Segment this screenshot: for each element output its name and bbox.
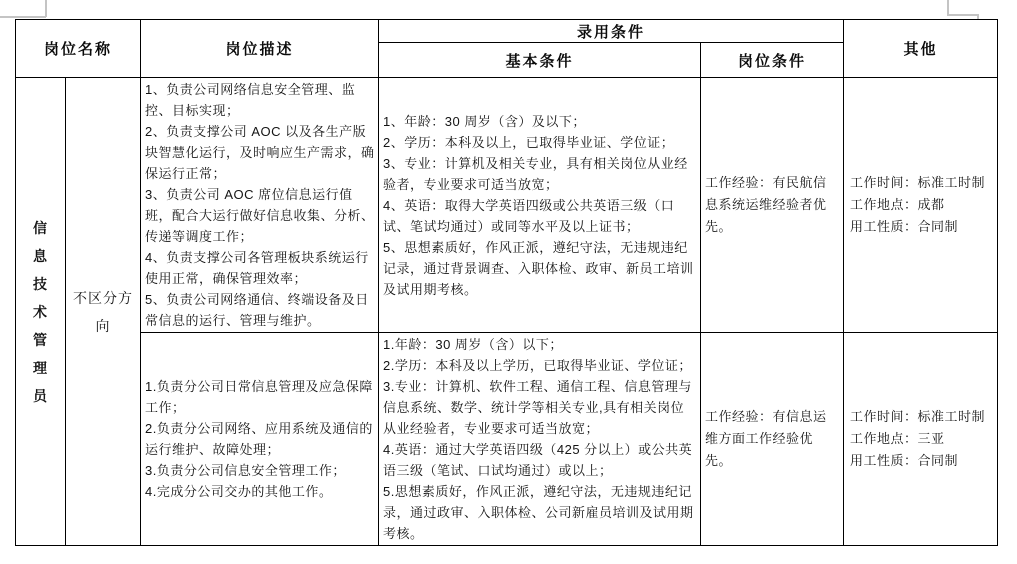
header-other: 其他 [844,20,998,78]
cell-job-name: 信息技术管理员 [16,78,66,546]
gridline-fragment-top-left-vertical [45,0,47,17]
cell-other-row2 [844,333,998,546]
description-line: 4.完成分公司交办的其他工作。 [145,484,333,499]
gridline-fragment-top-right-horizontal [947,14,978,16]
position-condition-text: 工作经验：有民航信息系统运维经验者优先。 [705,175,827,234]
basic-condition-line: 5、思想素质好，作风正派，遵纪守法，无违规违纪记录，通过背景调查、入职体检、政审、新员工培训及试用期考核。 [383,239,694,297]
header-hiring-conditions: 录用条件 [379,20,844,43]
other-line: 工作地点：成都 [850,197,945,212]
basic-condition-line: 4.英语：通过大学英语四级（425 分以上）或公共英语三级（笔试、口试均通过）或以上； [383,442,693,478]
header-position-conditions: 岗位条件 [701,43,844,78]
cell-other-row1 [844,78,998,333]
cell-position-conditions-row2 [701,333,844,546]
cell-basic-conditions-row2 [379,333,701,546]
description-line: 1.负责分公司日常信息管理及应急保障工作； [145,379,373,415]
description-line: 1、负责公司网络信息安全管理、监控、目标实现； [145,82,356,118]
description-line: 4、负责支撑公司各管理板块系统运行使用正常，确保管理效率； [145,250,369,286]
position-condition-text: 工作经验：有信息运维方面工作经验优先。 [705,409,827,468]
other-line: 工作地点：三亚 [850,431,945,446]
description-line: 2.负责分公司网络、应用系统及通信的运行维护、故障处理； [145,421,373,457]
gridline-fragment-top-right-vertical [947,0,949,15]
basic-condition-line: 1、年龄：30 周岁（含）及以下； [383,113,586,129]
gridline-fragment-top-left-horizontal [0,16,46,18]
cell-position-conditions-row1 [701,78,844,333]
other-line: 用工性质：合同制 [850,453,959,468]
basic-condition-line: 2.学历：本科及以上学历，已取得毕业证、学位证； [383,358,692,373]
cell-description-row2 [141,333,379,546]
header-position-description: 岗位描述 [141,20,379,78]
header-position-name: 岗位名称 [16,20,141,78]
description-line: 5、负责公司网络通信、终端设备及日常信息的运行、管理与维护。 [145,292,369,328]
recruitment-table [15,19,998,546]
cell-basic-conditions-row1 [379,78,701,333]
basic-condition-line: 2、学历：本科及以上，已取得毕业证、学位证； [383,134,675,150]
cell-job-direction: 不区分方向 [66,78,141,546]
description-line: 2、负责支撑公司 AOC 以及各生产版块智慧化运行，及时响应生产需求，确保运行正常； [145,124,375,181]
other-line: 工作时间：标准工时制 [850,175,986,190]
description-line: 3、负责公司 AOC 席位信息运行值班，配合大运行做好信息收集、分析、传递等调度工作； [145,187,375,244]
other-line: 工作时间：标准工时制 [850,409,986,424]
basic-condition-line: 3、专业：计算机及相关专业，具有相关岗位从业经验者，专业要求可适当放宽； [383,155,688,192]
other-line: 用工性质：合同制 [850,219,959,234]
basic-condition-line: 1.年龄：30 周岁（含）以下； [383,337,563,352]
basic-condition-line: 4、英语：取得大学英语四级或公共英语三级（口试、笔试均通过）或同等水平及以上证书； [383,197,675,234]
basic-condition-line: 5.思想素质好，作风正派，遵纪守法，无违规违纪记录，通过政审、入职体检、公司新雇员培训及试用期考核。 [383,484,694,541]
description-line: 3.负责分公司信息安全管理工作； [145,463,346,478]
header-basic-conditions: 基本条件 [379,43,701,78]
basic-condition-line: 3.专业：计算机、软件工程、通信工程、信息管理与信息系统、数学、统计学等相关专业,具有相关岗位从业经验者，专业要求可适当放宽； [383,379,692,436]
cell-description-row1 [141,78,379,333]
